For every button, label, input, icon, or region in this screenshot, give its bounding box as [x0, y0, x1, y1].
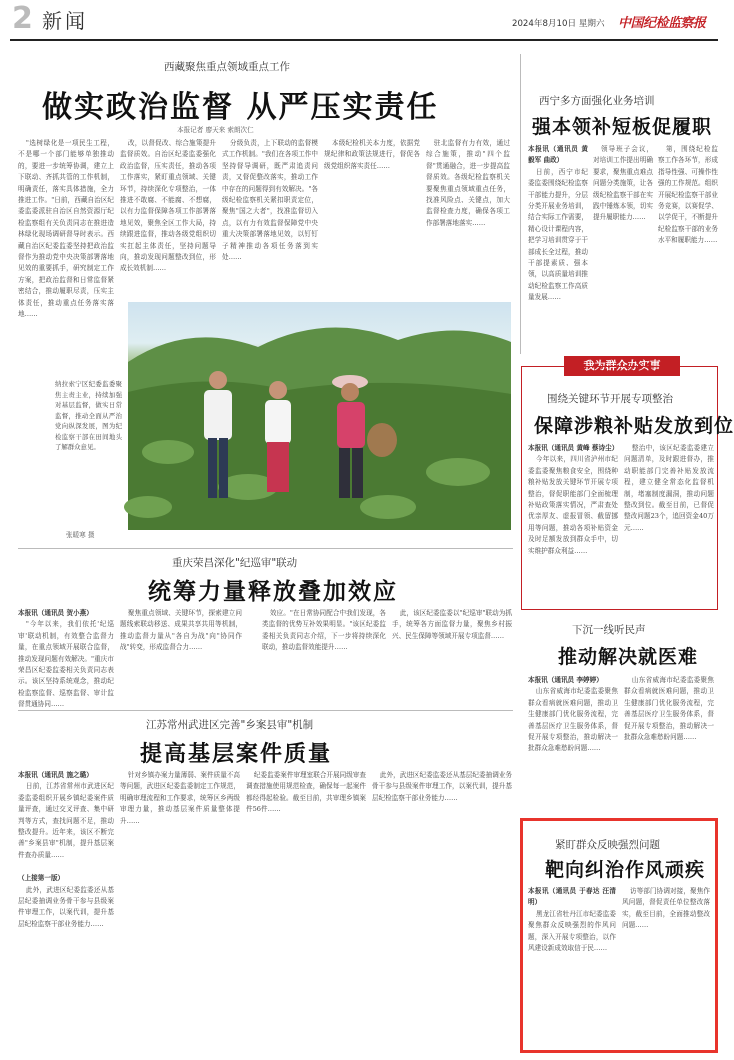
paper-logo: 中国纪检监察报: [618, 16, 706, 31]
story4-headline: 推动解决就医难: [558, 646, 699, 668]
story6-subhead: （上接第一版）: [18, 874, 65, 883]
photo-caption-text: 纳拉索宁区纪委监委聚焦主责主业，持续加强对基层监督，做实日常监督，推动全面从严治党向纵深发展，图为纪检监察干部在田间地头了解群众意见。: [55, 380, 122, 451]
story2-col3: 第，围绕纪检监察工作各环节，形成指导性强、可操作性强的工作规范。组织开展纪检监察干部业务竞赛，以赛促学、以学促干，不断提升纪检监察干部的业务水平和履职能力……: [658, 145, 718, 245]
photo-caption: [55, 379, 122, 453]
story4-col2: 山东省威海市纪委监委聚焦群众看病就医难问题，推动卫生健康部门优化服务流程，完善基层医疗卫生服务体系，督促开展专项整治，推动解决一批群众急难愁盼问题……: [624, 676, 714, 742]
story6-byline: 本报讯（通讯员 施之璐）: [18, 771, 93, 779]
story5-byline: 本报讯（通讯员 贺小燕）: [18, 609, 93, 617]
story1-headline: 做实政治监督 从严压实责任: [42, 90, 439, 125]
story3-headline: 保障涉粮补贴发放到位: [534, 415, 734, 437]
masthead-rule: [10, 39, 718, 41]
story5-col4: 此，该区纪委监委以"纪巡审"联动为抓手，统筹各方面监督力量，聚焦乡村振兴、民生保障等领域开展专项监督……: [392, 609, 512, 640]
story1-col5: 驻北监督有力有效，通过综合施策，推动"四个监督"贯通融合，进一步提高监督质效。各级纪检监察机关要聚焦重点领域重点任务，找准风险点、关键点，加大监督检查力度，确保各项工作部署落地落实……: [426, 139, 510, 227]
story2-col1: 本报讯（通讯员 黄毅军 曲政） 日前，西宁市纪委监委围绕纪检监察干部能力提升，分层分类开展业务培训，结合实际工作需要，精心设计课程内容，把学习培训贯穿于干部成长全过程，推动干部提素质、强本领，以高质量培训推动纪检监察工作高质量发展……: [528, 145, 588, 302]
story7-headline: 靶向纠治作风顽疾: [545, 859, 706, 881]
story4-col1: 本报讯（通讯员 李婷婷） 山东省威海市纪委监委聚焦群众看病就医难问题，推动卫生健康部门优化服务流程，完善基层医疗卫生服务体系，督促开展专项整治，推动解决一批群众急难愁盼问题……: [528, 676, 618, 753]
story1-byline: 本报记者 廖天来 索朗次仁: [177, 126, 254, 134]
story7-col1: 本报讯（通讯员 于春达 汪清明） 黑龙江省牡丹江市纪委监委聚焦群众反映强烈的作风问题，深入开展专项整治，以作风建设新成效取信于民……: [528, 887, 616, 953]
divider: [520, 54, 521, 354]
photo-credit: 张暖寒 摄: [66, 531, 95, 539]
story6-col4: 此外，武进区纪委监委还从基层纪委抽调业务骨干参与县级案件审理工作，以案代训，提升基层纪检监察干部业务能力……: [372, 771, 512, 802]
story6-col2: 针对乡镇办案力量薄弱、案件质量不高等问题，武进区纪委监委制定工作规范，明确审理流程和工作要求，统筹区乡两级审理力量，推动基层案件质量整体提升……: [120, 771, 240, 825]
story5-headline: 统筹力量释放叠加效应: [148, 579, 398, 605]
story1-col1: "选树绿化是一项民生工程，不是哪一个部门能够单独推动的，要进一步统筹协调，建立上下联动、齐抓共管的工作机制，明确责任，落实具体措施，全力推进工作。"日前，西藏自治区纪委监委派驻自治区自然资源厅纪检监察组有关负责同志在推进造林绿化现场调研督导时表示。西藏自治区纪委监委坚持把政治监督作为推动党中央决策部署落地见效的重要抓手，研究制定工作方案，把政治监督和日常监督紧密结合，推动履职尽责，压实主体责任，推动重点任务落实落地……: [18, 139, 114, 319]
issue-date: 2024年8月10日 星期六: [512, 19, 605, 29]
divider: [18, 548, 513, 549]
masthead: [0, 0, 726, 44]
story1-col2: 改，以督促改、综合施策提升监督质效。自治区纪委监委强化政治监督，压实责任，推动各项工作落实，紧盯重点领域、关键环节，持续深化专项整治，一体推进不敢腐、不能腐、不想腐，以有力监督保障各项工作部署落地见效，聚焦全区工作大局，持续跟进监督，推动各级党组织切实扛起主体责任，坚持问题导向，推动发现问题整改到位，形成长效机制……: [120, 139, 216, 273]
story2-col2: 领导班子会议，对培训工作提出明确要求，聚焦重点难点问题分类施策，让各级纪检监察干部在实践中锤炼本领，切实提升履职能力……: [593, 145, 653, 222]
story5-col2: 聚焦重点领域、关键环节，探索建立问题线索联动移送、成果共享共用等机制，推动监督力量从"各自为战"向"协同作战"转变，形成监督合力……: [120, 609, 242, 652]
story2-headline: 强本领补短板促履职: [532, 116, 713, 138]
divider: [18, 710, 513, 711]
story6-col1: 本报讯（通讯员 施之璐） 日前，江苏省常州市武进区纪委监委组织开展乡镇纪委案件质量评查，通过交叉评查、集中研判等方式，查找问题不足，推动整改提升。近年来，该区不断完善"乡案县审"机制，提升基层案件查办质量…… （上接第一版） 此外，武进区纪委监委还从基层纪委抽调业务骨干参与县级案件审理工作，以案代训，提升基层纪检监察干部业务能力……: [18, 771, 114, 928]
photo-illustration: [128, 302, 511, 530]
story1-kicker: 西藏聚焦重点领域重点工作: [164, 61, 290, 73]
story4-kicker: 下沉一线听民声: [572, 624, 646, 636]
story3-kicker: 围绕关键环节开展专项整治: [547, 393, 673, 405]
column-banner-label: 我为群众办实事: [583, 359, 661, 372]
story5-kicker: 重庆荣昌深化"纪巡审"联动: [172, 557, 298, 569]
story2-kicker: 西宁多方面强化业务培训: [539, 95, 655, 107]
story5-col3: 效应。"在日常协同配合中我们发现，各类监督的优势互补效果明显。"该区纪委监委相关负责同志介绍，下一步将持续深化联动，推动监督效能提升……: [262, 609, 386, 652]
story1-col3: 分级负责，上下联动的监督模式工作机制。"我们在各项工作中坚持督导调研，既严肃追责问责，又督促整改落实，推动工作中存在的问题得到有效解决。"各级纪检监察机关紧扣职责定位，聚焦"国之大者"，找准监督切入点，以有力有效监督保障党中央重大决策部署落地见效，以钉钉子精神推动各项任务落到实处……: [222, 139, 318, 262]
story5-col1: 本报讯（通讯员 贺小燕） "今年以来，我们依托'纪巡审'联动机制，有效整合监督力量，在重点领域开展联合监督，推动发现问题有效解决。"重庆市荣昌区纪委监委相关负责同志表示。该区坚持系统观念，推动纪检监察监督、巡察监督、审计监督贯通协同……: [18, 609, 114, 709]
story1-photo: [128, 302, 511, 530]
story6-kicker: 江苏常州武进区完善"乡案县审"机制: [146, 719, 314, 731]
story2-byline: 本报讯（通讯员 黄毅军 曲政）: [528, 145, 588, 165]
story4-byline: 本报讯（通讯员 李婷婷）: [528, 676, 603, 684]
story7-col2: 访等部门协调对接，聚焦作风问题，督促责任单位整改落实，截至目前，全面推动整改问题……: [622, 887, 710, 930]
story7-byline: 本报讯（通讯员 于春达 汪清明）: [528, 887, 616, 907]
story6-col3: 纪委监委案件审理室联合开展同级审查调查措施使用规范检查，确保每一起案件都经得起检验。截至目前，共审理乡镇案件56件……: [246, 771, 366, 814]
story1-col4: 本级纪检机关本力度，依据党规纪律和政策法规进行，督促各级党组织落实责任……: [324, 139, 420, 170]
story3-col2: 整治中，该区纪委监委建立问题清单，及时跟进督办，推动职能部门完善补贴发放流程，建立健全常态化监督机制，堵塞制度漏洞，推动问题整改到位。截至目前，已督促整改问题23个，追回资金40万元……: [624, 444, 714, 532]
section-label: 新闻: [42, 9, 88, 33]
story7-kicker: 紧盯群众反映强烈问题: [555, 839, 660, 851]
story6-headline: 提高基层案件质量: [140, 742, 333, 767]
story3-col1: 本报讯（通讯员 黄峰 蔡诗尘） 今年以来，四川省泸州市纪委监委聚焦粮食安全，围绕种粮补贴发放关键环节开展专项整治，督促职能部门全面梳理补贴政策落实情况，严肃查处优亲厚友、虚报冒领、截留挪用等问题，推动各项补贴资金及时足额发放到群众手中，切实维护群众利益……: [528, 444, 619, 555]
story3-byline: 本报讯（通讯员 黄峰 蔡诗尘）: [528, 444, 619, 452]
page-number: 2: [12, 1, 33, 36]
